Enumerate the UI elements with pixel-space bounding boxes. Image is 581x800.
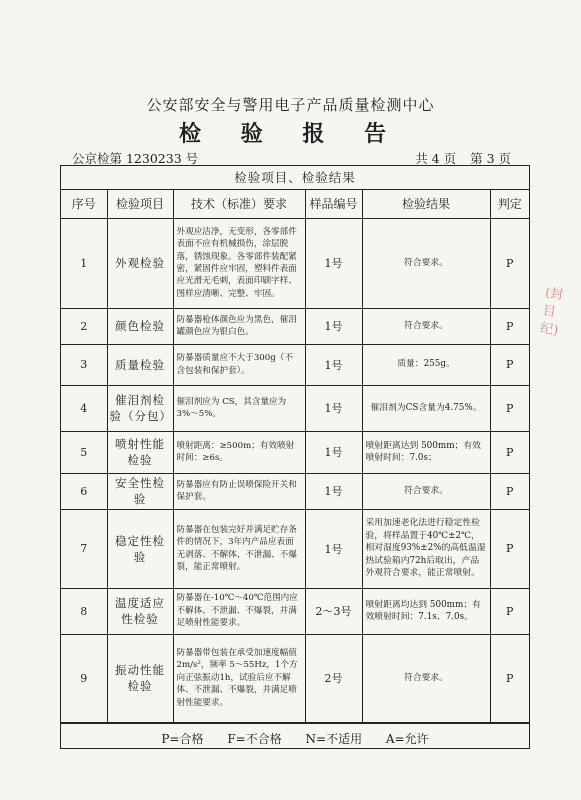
- table-row: [61, 308, 529, 344]
- row-result: 符合要求。: [362, 473, 490, 509]
- col-header-verdict: 判定: [490, 190, 529, 218]
- table-row: [61, 588, 529, 634]
- row-verdict: P: [490, 344, 529, 385]
- row-sample: 1号: [305, 509, 362, 588]
- table-header-row: [61, 190, 529, 218]
- row-sample: 1号: [305, 473, 362, 509]
- row-item: 颜色检验: [107, 308, 173, 344]
- row-sample: 1号: [305, 385, 362, 431]
- col-header-sample: 样品编号: [305, 190, 362, 218]
- table-row: [61, 385, 529, 431]
- row-result: 符合要求。: [362, 308, 490, 344]
- row-no: 8: [61, 588, 107, 634]
- row-requirement: 防暴器在包装完好并满足贮存条件的情况下，3年内产品应表面无剥落、不解体、不泄漏、不爆裂，能正常喷射。: [173, 509, 305, 588]
- current-page: 第 3 页: [470, 151, 511, 166]
- report-number: 公京检第 1230233 号: [72, 151, 199, 166]
- seal-stamp: (封 目 纪): [539, 285, 565, 339]
- row-sample: 1号: [305, 344, 362, 385]
- row-sample: 2～3号: [305, 588, 362, 634]
- table-row: [61, 473, 529, 509]
- total-pages: 共 4 页: [415, 151, 457, 166]
- row-requirement: 防暴器枪体颜色应为黑色，催泪罐颜色应为银白色。: [173, 308, 305, 344]
- row-verdict: P: [490, 509, 529, 588]
- row-result: 符合要求。: [362, 218, 490, 308]
- verdict-legend: [61, 723, 529, 754]
- row-no: 4: [61, 385, 107, 431]
- row-result: 催泪剂为CS含量为4.75%。: [362, 385, 490, 431]
- legend-pass: P=合格: [161, 731, 204, 746]
- legend-allowed: A=允许: [385, 731, 429, 746]
- row-sample: 1号: [305, 308, 362, 344]
- table-row: [61, 634, 529, 722]
- row-sample: 2号: [305, 634, 362, 722]
- row-requirement: 外观应洁净，无变形，各零部件表面不应有机械损伤，涂层脱落，锈蚀现象。各零部件装配紧密，紧固件应牢固，塑料件表面应光滑无毛刺，表面印刷字样、图样应清晰、完整、牢固。: [173, 218, 305, 308]
- row-requirement: 防暴器在-10℃～40℃范围内应不解体、不泄漏、不爆裂，并满足喷射性能要求。: [173, 588, 305, 634]
- row-verdict: P: [490, 308, 529, 344]
- row-result: 符合要求。: [362, 634, 490, 722]
- table-row: [61, 218, 529, 308]
- row-requirement: 防暴器应有防止误喷保险开关和保护套。: [173, 473, 305, 509]
- col-header-result: 检验结果: [362, 190, 490, 218]
- row-verdict: P: [490, 431, 529, 473]
- row-no: 2: [61, 308, 107, 344]
- legend-fail: F=不合格: [227, 731, 282, 746]
- row-no: 3: [61, 344, 107, 385]
- row-sample: 1号: [305, 431, 362, 473]
- row-result: 采用加速老化法进行稳定性检验，将样品置于40℃±2℃，相对湿度93%±2%的高低温湿热试验箱内72h后取出，产品外观符合要求，能正常喷射。: [362, 509, 490, 588]
- row-item: 催泪剂检验（分包）: [107, 385, 173, 431]
- row-requirement: 防暴器质量应不大于300g（不含包装和保护套）。: [173, 344, 305, 385]
- col-header-no: 序号: [61, 190, 107, 218]
- row-item: 喷射性能检验: [107, 431, 173, 473]
- organization-name: 公安部安全与警用电子产品质量检测中心: [146, 96, 435, 114]
- table-row: [61, 509, 529, 588]
- table-row: [61, 431, 529, 473]
- row-no: 9: [61, 634, 107, 722]
- row-no: 5: [61, 431, 107, 473]
- row-result: 质量：255g。: [362, 344, 490, 385]
- row-item: 安全性检验: [107, 473, 173, 509]
- legend-not-applicable: N=不适用: [305, 731, 363, 746]
- report-table-frame: [60, 165, 530, 749]
- row-verdict: P: [490, 218, 529, 308]
- table-row: [61, 344, 529, 385]
- report-title: 检 验 报 告: [179, 121, 402, 147]
- row-no: 6: [61, 473, 107, 509]
- row-sample: 1号: [305, 218, 362, 308]
- row-item: 温度适应性检验: [107, 588, 173, 634]
- row-verdict: P: [490, 473, 529, 509]
- row-requirement: 喷射距离：≥500m；有效喷射时间：≥6s。: [173, 431, 305, 473]
- row-item: 外观检验: [107, 218, 173, 308]
- row-verdict: P: [490, 588, 529, 634]
- row-requirement: 催泪剂应为 CS，其含量应为 3%～5%。: [173, 385, 305, 431]
- row-result: 喷射距离达到 500mm；有效喷射时间：7.0s；: [362, 431, 490, 473]
- row-item: 振动性能检验: [107, 634, 173, 722]
- section-title: 检验项目、检验结果: [61, 166, 529, 190]
- row-item: 质量检验: [107, 344, 173, 385]
- col-header-item: 检验项目: [107, 190, 173, 218]
- row-no: 1: [61, 218, 107, 308]
- row-verdict: P: [490, 634, 529, 722]
- row-item: 稳定性检验: [107, 509, 173, 588]
- row-no: 7: [61, 509, 107, 588]
- inspection-table: [61, 190, 529, 723]
- row-requirement: 防暴器带包装在承受加速度幅值 2m/s²，频率 5～55Hz，1个方向正弦振动1h，试验后应不解体、不泄漏、不爆裂，并满足喷射性能要求。: [173, 634, 305, 722]
- col-header-requirement: 技术（标准）要求: [173, 190, 305, 218]
- row-verdict: P: [490, 385, 529, 431]
- row-result: 喷射距离均达到 500mm；有效喷射时间：7.1s、7.0s。: [362, 588, 490, 634]
